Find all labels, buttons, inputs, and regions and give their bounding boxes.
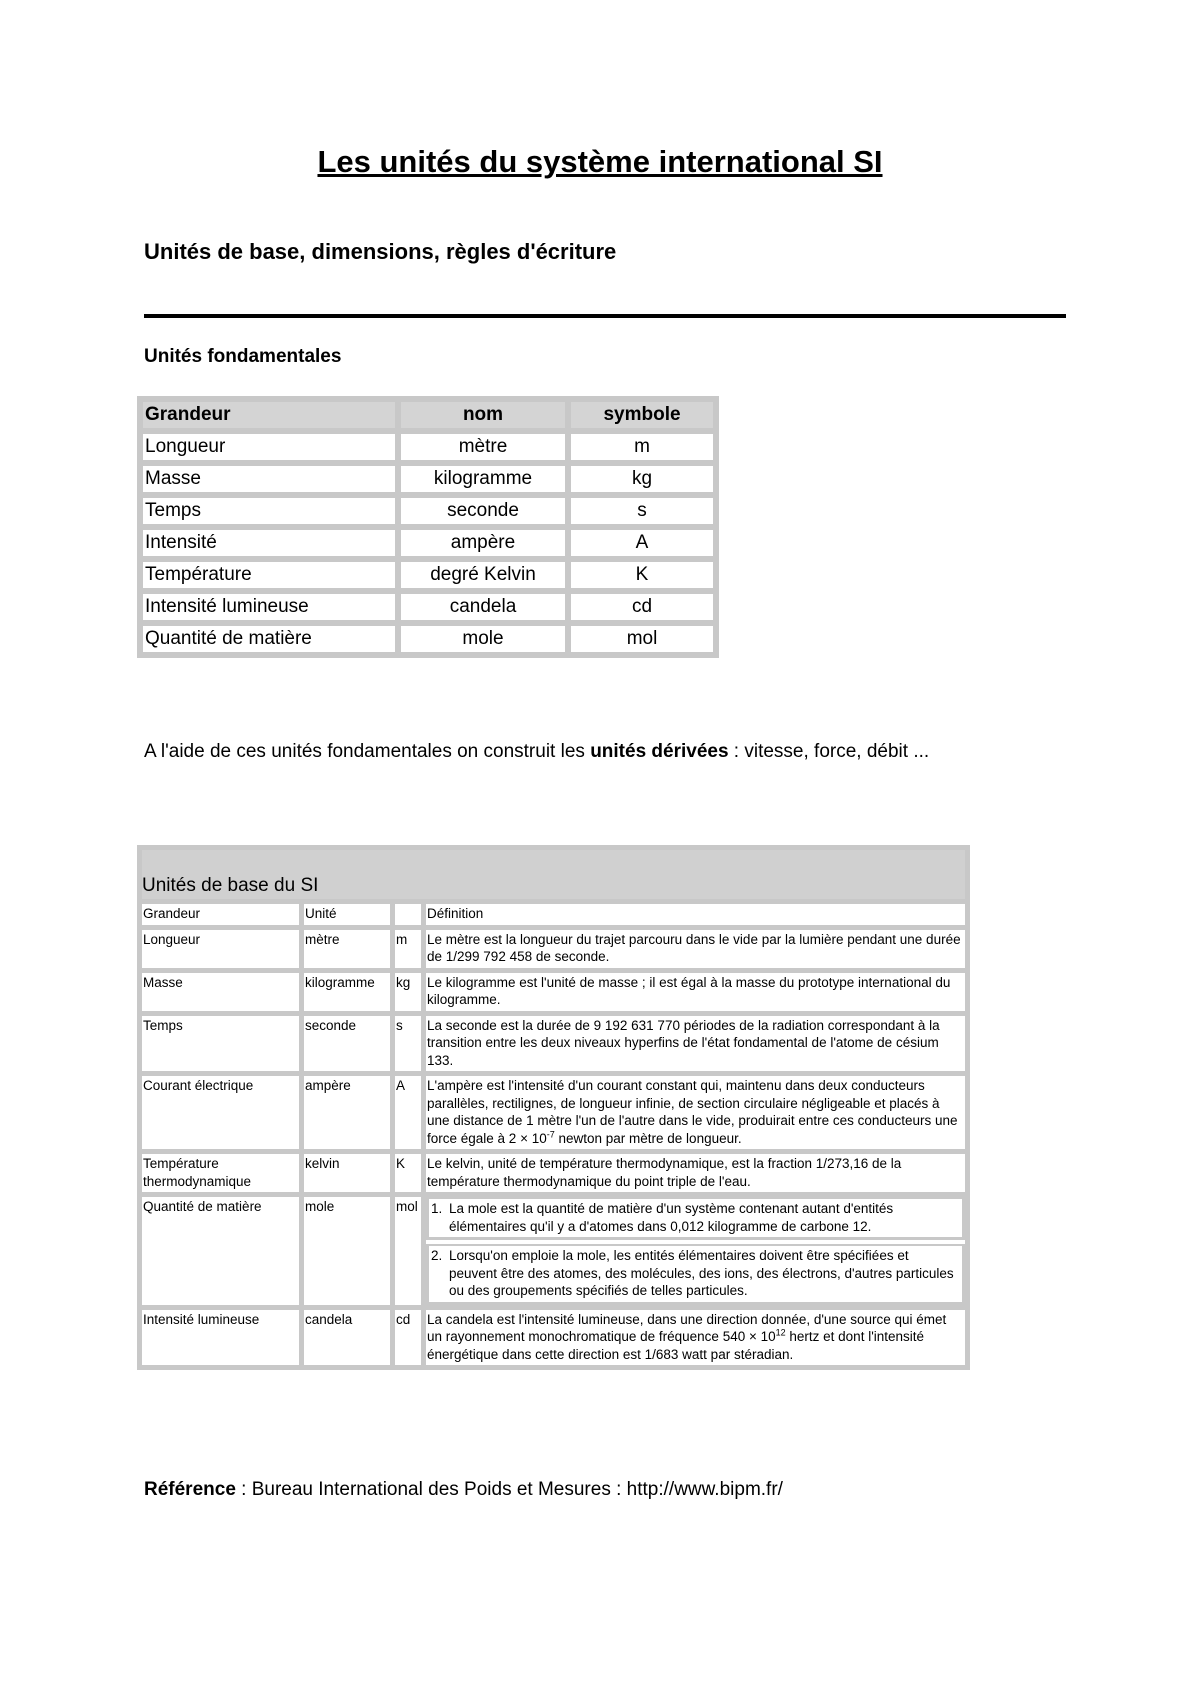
definition-text: La candela est l'intensité lumineuse, dans une direction donnée, d'une source qui émet un rayonnement monochromatique de fréquence 540 × 10 [427,1311,947,1344]
table-row [142,930,965,968]
column-header-nom: nom [401,402,565,428]
table-row [143,530,713,556]
cell-symbole: A [395,1076,421,1149]
cell-grandeur: Masse [142,973,299,1011]
cell-grandeur: Temps [142,1016,299,1072]
cell-symbole: K [395,1154,421,1192]
cell-symbole: kg [571,466,713,492]
paragraph-text-end: : vitesse, force, débit ... [728,741,930,762]
cell-nom: ampère [401,530,565,556]
cell-nom: degré Kelvin [401,562,565,588]
cell-nom: candela [401,594,565,620]
table-row [142,973,965,1011]
cell-grandeur: Longueur [142,930,299,968]
table-caption: Unités de base du SI [142,850,965,899]
table-row [143,498,713,524]
table-row [142,1197,965,1305]
paragraph-bold-term: unités dérivées [590,741,729,762]
cell-symbole: cd [571,594,713,620]
cell-definition [426,1076,965,1149]
cell-definition: Le mètre est la longueur du trajet parcouru dans le vide par la lumière pendant une durée de 1/299 792 458 de seconde. [426,930,965,968]
list-item [426,1244,965,1305]
table-header-row [143,402,713,428]
cell-grandeur: Intensité lumineuse [142,1310,299,1366]
cell-symbole: m [571,434,713,460]
table-row [143,562,713,588]
reference-label: Référence [144,1479,236,1500]
exponent: 12 [775,1327,786,1338]
exponent: -7 [546,1129,555,1139]
section-title: Unités fondamentales [144,346,342,367]
cell-grandeur: Température thermodynamique [142,1154,299,1192]
table-row [143,626,713,652]
cell-unite: seconde [304,1016,390,1072]
cell-grandeur: Quantité de matière [143,626,395,652]
paragraph-text: A l'aide de ces unités fondamentales on construit les [144,741,591,762]
cell-grandeur: Température [143,562,395,588]
cell-symbole: K [571,562,713,588]
reference-text: : Bureau International des Poids et Mesures : http://www.bipm.fr/ [235,1479,783,1500]
cell-definition: La seconde est la durée de 9 192 631 770 périodes de la radiation correspondant à la transition entre les deux niveaux hyperfins de l'état fondamental de l'atome de césium 133. [426,1016,965,1072]
definition-text-end: hertz et dont l'intensité énergétique dans cette direction est 1/683 watt par stéradian. [427,1329,925,1362]
cell-unite: candela [304,1310,390,1366]
column-header-symbole [395,904,421,925]
definition-text: L'ampère est l'intensité d'un courant constant qui, maintenu dans deux conducteurs parallèles, rectilignes, de longueur infinie, de section circulaire négligeable et placés à une distance de 1 mètre l'un de l'autre dans le vide, produirait entre ces conducteurs une force égale à 2 × 10 [427,1078,958,1146]
table-row [142,1310,965,1366]
cell-unite: kelvin [304,1154,390,1192]
cell-definition [426,1197,965,1305]
cell-symbole: A [571,530,713,556]
cell-grandeur: Intensité [143,530,395,556]
cell-symbole: s [395,1016,421,1072]
cell-nom: mètre [401,434,565,460]
cell-unite: ampère [304,1076,390,1149]
page-title: Les unités du système international SI [317,144,883,179]
cell-nom: mole [401,626,565,652]
reference-line [144,1478,783,1502]
cell-unite: kilogramme [304,973,390,1011]
cell-symbole: s [571,498,713,524]
table-row [143,434,713,460]
column-header-unite: Unité [304,904,390,925]
derived-units-paragraph [144,740,929,764]
cell-symbole: cd [395,1310,421,1366]
column-header-definition: Définition [426,904,965,925]
list-number: 2. [431,1248,443,1263]
list-number: 1. [431,1201,443,1216]
si-definitions-table [137,845,970,1370]
column-header-grandeur: Grandeur [142,904,299,925]
cell-nom: kilogramme [401,466,565,492]
cell-unite: mètre [304,930,390,968]
cell-unite: mole [304,1197,390,1305]
cell-grandeur: Courant électrique [142,1076,299,1149]
cell-grandeur: Masse [143,466,395,492]
column-header-grandeur: Grandeur [143,402,395,428]
cell-nom: seconde [401,498,565,524]
cell-symbole: mol [571,626,713,652]
table-header-row [142,904,965,925]
cell-symbole: mol [395,1197,421,1305]
definition-text-end: newton par mètre de longueur. [554,1130,742,1146]
table-row [142,1016,965,1072]
table-row [143,466,713,492]
base-units-table [137,396,719,658]
list-text: Lorsqu'on emploie la mole, les entités élémentaires doivent être spécifiées et peuvent être des atomes, des molécules, des ions, des électrons, d'autres particules ou des groupements spécifiés de telles particules. [449,1248,954,1298]
table-row [142,1154,965,1192]
table-row [142,1076,965,1149]
cell-definition [426,1310,965,1366]
cell-grandeur: Longueur [143,434,395,460]
cell-definition: Le kilogramme est l'unité de masse ; il est égal à la masse du prototype international du kilogramme. [426,973,965,1011]
cell-grandeur: Quantité de matière [142,1197,299,1305]
column-header-symbole: symbole [571,402,713,428]
horizontal-rule [144,314,1066,318]
cell-symbole: kg [395,973,421,1011]
cell-definition: Le kelvin, unité de température thermodynamique, est la fraction 1/273,16 de la température thermodynamique du point triple de l'eau. [426,1154,965,1192]
list-item [426,1197,965,1240]
table-row [143,594,713,620]
cell-grandeur: Temps [143,498,395,524]
table-caption-row [142,850,965,899]
page-subtitle: Unités de base, dimensions, règles d'écriture [144,239,617,264]
list-text: La mole est la quantité de matière d'un système contenant autant d'entités élémentaires qu'il y a d'atomes dans 0,012 kilogramme de carbone 12. [449,1201,894,1234]
cell-grandeur: Intensité lumineuse [143,594,395,620]
cell-symbole: m [395,930,421,968]
